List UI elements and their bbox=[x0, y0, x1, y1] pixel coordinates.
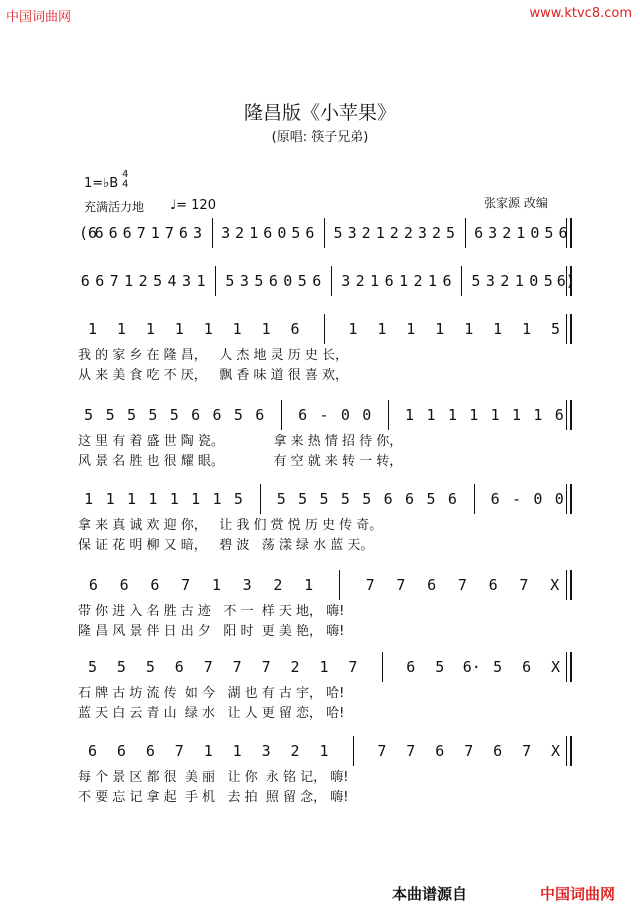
time-top: 4 bbox=[122, 169, 129, 180]
score-system bbox=[78, 488, 570, 578]
note: 2 bbox=[502, 224, 512, 242]
note: 0 bbox=[340, 406, 350, 424]
note: 1 bbox=[203, 742, 213, 760]
note: 5 bbox=[153, 272, 163, 290]
note: 7 bbox=[232, 658, 242, 676]
note: 3 bbox=[239, 272, 249, 290]
note: 2 bbox=[361, 224, 371, 242]
note: 6 bbox=[263, 224, 273, 242]
barline bbox=[465, 218, 466, 248]
lyric-line-2: 风 景 名 胜 也 很 耀 眼。 有 空 就 来 转 一 转， bbox=[78, 454, 403, 469]
note: 6 bbox=[522, 658, 532, 676]
note: 6 bbox=[290, 320, 300, 338]
note: 7 bbox=[261, 658, 271, 676]
note: 6 bbox=[447, 490, 457, 508]
lyric-line-1: 这 里 有 着 盛 世 陶 瓷。 拿 来 热 情 招 待 你， bbox=[78, 434, 403, 449]
note: 1 bbox=[169, 490, 179, 508]
note: 1 bbox=[191, 490, 201, 508]
barline bbox=[461, 266, 462, 296]
note: 6 bbox=[488, 576, 498, 594]
note: 6 bbox=[122, 224, 132, 242]
note: 6 bbox=[178, 224, 188, 242]
note: 2 bbox=[413, 272, 423, 290]
barline bbox=[281, 400, 282, 430]
note: 6 bbox=[145, 742, 155, 760]
note: 6 bbox=[298, 406, 308, 424]
note: 2 bbox=[403, 224, 413, 242]
song-subtitle: (原唱: 筷子兄弟) bbox=[271, 130, 369, 145]
note: 7 bbox=[522, 742, 532, 760]
note: 3 bbox=[192, 224, 202, 242]
time-bottom: 4 bbox=[122, 179, 129, 190]
lyric-line-2: 不 要 忘 记 拿 起 手 机 去 拍 照 留 念， 嗨! bbox=[78, 790, 349, 805]
note: 1 bbox=[126, 490, 136, 508]
note: 2 bbox=[290, 742, 300, 760]
note: 6 bbox=[305, 224, 315, 242]
note: 6 bbox=[191, 406, 201, 424]
lyric-line-2: 隆 昌 风 景 伴 日 出 夕 阳 时 更 美 艳， 嗨! bbox=[78, 624, 345, 639]
note: 1 bbox=[375, 224, 385, 242]
notes-row bbox=[78, 488, 570, 514]
note: (6 bbox=[79, 224, 98, 242]
note: 1 bbox=[493, 320, 503, 338]
note: 7 bbox=[164, 224, 174, 242]
note: 1 bbox=[447, 406, 457, 424]
note: 3 bbox=[485, 272, 495, 290]
note: 5 bbox=[84, 406, 94, 424]
note: 3 bbox=[242, 576, 252, 594]
note: 1 bbox=[512, 406, 522, 424]
note: 5 bbox=[544, 224, 554, 242]
note: 6 bbox=[116, 742, 126, 760]
lyric-line-1: 拿 来 真 诚 欢 迎 你， 让 我 们 赏 悦 历 史 传 奇。 bbox=[78, 518, 383, 533]
notes-row bbox=[78, 404, 570, 430]
note: 6 bbox=[212, 406, 222, 424]
note: 2 bbox=[138, 272, 148, 290]
note: 5 bbox=[87, 658, 97, 676]
arranger-credit: 张家源 改编 bbox=[484, 196, 548, 210]
note: 1 bbox=[405, 406, 415, 424]
song-title: 隆昌版《小苹果》 bbox=[243, 102, 396, 124]
note: 0 bbox=[277, 224, 287, 242]
note: 2 bbox=[235, 224, 245, 242]
note: 1 bbox=[319, 658, 329, 676]
note: 6 bbox=[435, 742, 445, 760]
note: 6 bbox=[255, 406, 265, 424]
note: 6 bbox=[405, 490, 415, 508]
note: 1 bbox=[150, 224, 160, 242]
note: 5 bbox=[145, 658, 155, 676]
note: X bbox=[550, 576, 560, 594]
lyric-line-1: 每 个 景 区 都 很 美 丽 让 你 永 铭 记， 嗨! bbox=[78, 770, 349, 785]
note: 1 bbox=[377, 320, 387, 338]
footer-source-label: 本曲谱源自 bbox=[392, 885, 468, 903]
note: 1 bbox=[370, 272, 380, 290]
note: 6 bbox=[174, 658, 184, 676]
watermark-right: www.ktvc8.com bbox=[529, 6, 632, 21]
note: 1 bbox=[516, 224, 526, 242]
note: 6 bbox=[384, 272, 394, 290]
barline bbox=[215, 266, 216, 296]
score-system bbox=[78, 656, 570, 746]
note: 5 bbox=[340, 490, 350, 508]
note: 5 bbox=[445, 224, 456, 242]
score-system bbox=[78, 740, 570, 830]
mood-marking: 充满活力地 bbox=[84, 200, 145, 214]
note: 3 bbox=[341, 272, 351, 290]
note: 6 bbox=[94, 224, 104, 242]
note: 5 bbox=[254, 272, 264, 290]
note: 1 bbox=[522, 320, 532, 338]
end-barline bbox=[566, 484, 572, 514]
note: 0 bbox=[283, 272, 293, 290]
note: 4 bbox=[167, 272, 177, 290]
note: 6 bbox=[87, 742, 97, 760]
note: 1 bbox=[84, 490, 94, 508]
end-barline bbox=[566, 218, 572, 248]
lyric-line-2: 保 证 花 明 柳 又 暗， 碧 波 荡 漾 绿 水 蓝 天。 bbox=[78, 538, 374, 553]
notes-row bbox=[78, 318, 570, 344]
note: X bbox=[551, 742, 561, 760]
barline bbox=[339, 570, 340, 600]
barline bbox=[331, 266, 332, 296]
note: 1 bbox=[399, 272, 409, 290]
end-barline bbox=[566, 736, 572, 766]
note: 3 bbox=[347, 224, 357, 242]
tempo-marking: ♩= 120 bbox=[170, 198, 216, 213]
note: 6 bbox=[80, 272, 90, 290]
note: 6 bbox=[554, 406, 564, 424]
note: 3 bbox=[417, 224, 427, 242]
note: 5 bbox=[298, 490, 308, 508]
note: 6 bbox=[383, 490, 393, 508]
note: 5 bbox=[291, 224, 301, 242]
note: - bbox=[512, 490, 522, 508]
note: 1 bbox=[261, 320, 271, 338]
notes-row bbox=[78, 740, 570, 766]
note: 1 bbox=[174, 320, 184, 338]
note: 1 bbox=[533, 406, 543, 424]
note: 1 bbox=[211, 576, 221, 594]
note: 1 bbox=[116, 320, 126, 338]
note: 0 bbox=[362, 406, 372, 424]
note: 7 bbox=[181, 576, 191, 594]
note: 6 bbox=[427, 576, 437, 594]
note: - bbox=[319, 406, 329, 424]
note: 6 bbox=[493, 742, 503, 760]
note: 5 bbox=[543, 272, 553, 290]
note: 6 bbox=[150, 576, 160, 594]
note: 1 bbox=[212, 490, 222, 508]
note: 7 bbox=[464, 742, 474, 760]
notes-row bbox=[78, 574, 570, 600]
note: 0 bbox=[530, 224, 540, 242]
barline bbox=[382, 652, 383, 682]
note: 0 bbox=[529, 272, 539, 290]
barline bbox=[324, 218, 325, 248]
note: 1 bbox=[469, 406, 479, 424]
note: 5 bbox=[225, 272, 235, 290]
note: 0 bbox=[554, 490, 564, 508]
note: 1 bbox=[124, 272, 134, 290]
note: 1 bbox=[426, 406, 436, 424]
end-barline bbox=[566, 652, 572, 682]
note: 3 bbox=[182, 272, 192, 290]
note: 5 bbox=[319, 490, 329, 508]
note: 2 bbox=[290, 658, 300, 676]
note: 6 bbox=[558, 224, 568, 242]
note: 7 bbox=[203, 658, 213, 676]
note: 3 bbox=[261, 742, 271, 760]
barline bbox=[212, 218, 213, 248]
note: 5 bbox=[233, 490, 243, 508]
note: 1 bbox=[319, 742, 329, 760]
note: 5 bbox=[148, 406, 158, 424]
note: 1 bbox=[203, 320, 213, 338]
watermark-left: 中国词曲网 bbox=[6, 10, 72, 25]
note: 2 bbox=[431, 224, 441, 242]
note: 1 bbox=[304, 576, 314, 594]
note: 7 bbox=[406, 742, 416, 760]
note: 3 bbox=[488, 224, 498, 242]
note: 6 bbox=[442, 272, 452, 290]
score-system bbox=[78, 574, 570, 664]
note: 1 bbox=[490, 406, 500, 424]
note: 5 bbox=[105, 406, 115, 424]
note: 5 bbox=[471, 272, 481, 290]
note: 5 bbox=[276, 490, 286, 508]
note: 6 bbox=[474, 224, 484, 242]
note: 5 bbox=[126, 406, 136, 424]
note: 5 bbox=[169, 406, 179, 424]
note: 5 bbox=[233, 406, 243, 424]
barline bbox=[353, 736, 354, 766]
note: 2 bbox=[500, 272, 510, 290]
note: 2 bbox=[273, 576, 283, 594]
note: 1 bbox=[348, 320, 358, 338]
note: 7 bbox=[396, 576, 406, 594]
note: 1 bbox=[435, 320, 445, 338]
note: 5 bbox=[362, 490, 372, 508]
footer-site-name: 中国词曲网 bbox=[540, 885, 616, 903]
lyric-line-2: 从 来 美 食 吃 不 厌， 飘 香 味 道 很 喜 欢， bbox=[78, 368, 348, 383]
note: 1 bbox=[105, 490, 115, 508]
note: 6 bbox=[108, 224, 118, 242]
note: 1 bbox=[514, 272, 524, 290]
lyric-line-2: 蓝 天 白 云 青 山 绿 水 让 人 更 留 恋， 哈! bbox=[78, 706, 345, 721]
barline bbox=[324, 314, 325, 344]
score-system bbox=[78, 318, 570, 408]
notes-row bbox=[78, 656, 570, 682]
note: 2 bbox=[389, 224, 399, 242]
note: 6 bbox=[490, 490, 500, 508]
time-signature bbox=[122, 170, 128, 190]
note: 6 bbox=[88, 576, 98, 594]
note: 6 bbox=[406, 658, 416, 676]
note: 6 bbox=[268, 272, 278, 290]
note: X bbox=[551, 658, 561, 676]
note: 1 bbox=[145, 320, 155, 338]
note: 1 bbox=[87, 320, 97, 338]
barline bbox=[474, 484, 475, 514]
note: 6 bbox=[312, 272, 322, 290]
note: 6 bbox=[95, 272, 105, 290]
notes-row bbox=[78, 270, 575, 296]
barline bbox=[260, 484, 261, 514]
note: 1 bbox=[428, 272, 438, 290]
key-signature: 1=♭B bbox=[84, 176, 119, 191]
note: 6 bbox=[119, 576, 129, 594]
end-barline bbox=[566, 570, 572, 600]
note: 7 bbox=[365, 576, 375, 594]
note: 1 bbox=[232, 320, 242, 338]
note: 7 bbox=[109, 272, 119, 290]
note: 5 bbox=[333, 224, 343, 242]
note: 1 bbox=[232, 742, 242, 760]
lyric-line-1: 带 你 进 入 名 胜 古 迹 不 一 样 天 地， 嗨! bbox=[78, 604, 345, 619]
score-system bbox=[78, 404, 570, 494]
note: 7 bbox=[519, 576, 529, 594]
note: 7 bbox=[377, 742, 387, 760]
lyric-line-1: 我 的 家 乡 在 隆 昌， 人 杰 地 灵 历 史 长， bbox=[78, 348, 348, 363]
note: 7 bbox=[348, 658, 358, 676]
note: 7 bbox=[136, 224, 146, 242]
note: 0 bbox=[533, 490, 543, 508]
end-barline bbox=[566, 400, 572, 430]
note: 5 bbox=[297, 272, 307, 290]
note: 5 bbox=[551, 320, 561, 338]
note: 5 bbox=[435, 658, 445, 676]
note: 3 bbox=[221, 224, 231, 242]
note: 5 bbox=[493, 658, 503, 676]
note: 6) bbox=[556, 272, 575, 290]
note: 7 bbox=[174, 742, 184, 760]
note: 1 bbox=[148, 490, 158, 508]
lyric-line-1: 石 牌 古 坊 流 传 如 今 湖 也 有 古 宇， 哈! bbox=[78, 686, 345, 701]
end-barline bbox=[566, 266, 572, 296]
note: 2 bbox=[355, 272, 365, 290]
note: 7 bbox=[457, 576, 467, 594]
note: 5 bbox=[426, 490, 436, 508]
notes-row bbox=[78, 222, 570, 248]
note: 6· bbox=[462, 658, 481, 676]
note: 1 bbox=[249, 224, 259, 242]
note: 1 bbox=[464, 320, 474, 338]
note: 5 bbox=[116, 658, 126, 676]
barline bbox=[388, 400, 389, 430]
note: 1 bbox=[406, 320, 416, 338]
end-barline bbox=[566, 314, 572, 344]
note: 1 bbox=[196, 272, 206, 290]
